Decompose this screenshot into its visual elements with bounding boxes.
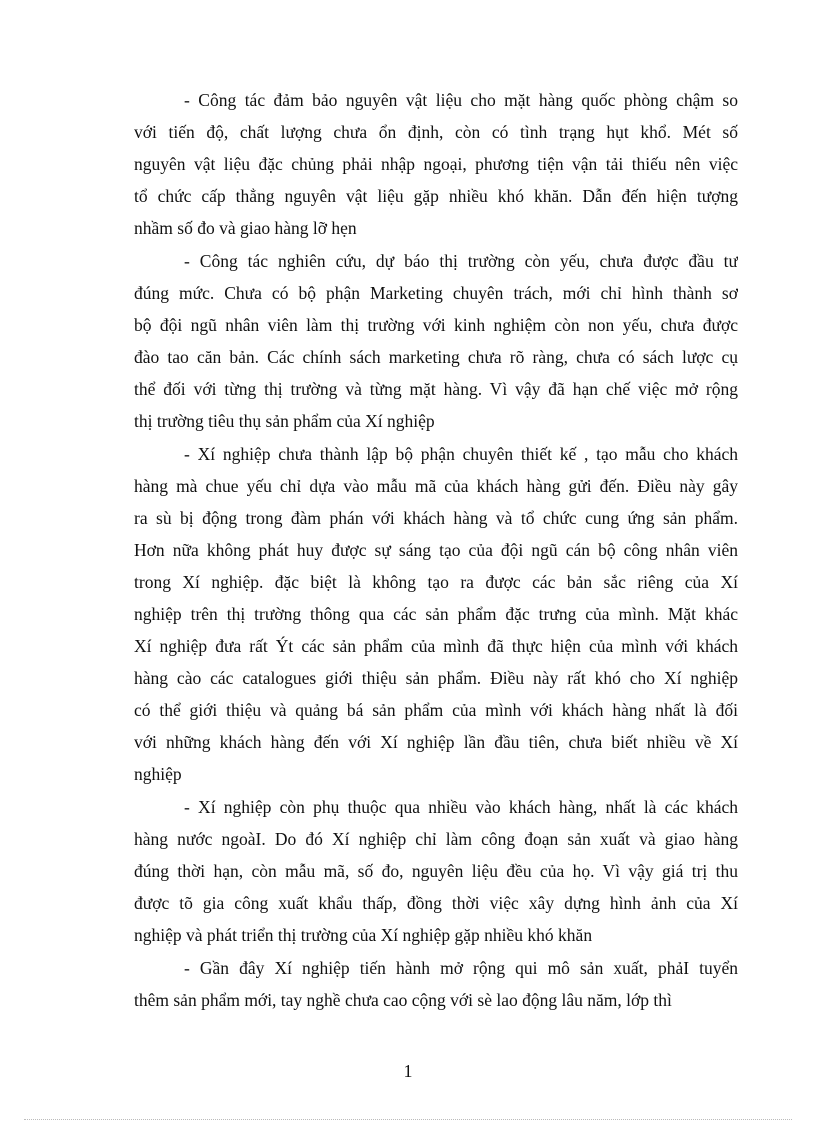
- paragraph-line: nghiệp và phát triển thị trường của Xí nghiệp gặp nhiều khó khăn: [134, 925, 593, 945]
- document-body: [134, 84, 738, 1017]
- paragraph-line: tổ chức cấp thẳng nguyên vật liệu gặp nhiều khó khăn. Dẫn đến hiện tượng: [134, 186, 738, 206]
- paragraph: [134, 952, 738, 1016]
- paragraph-line: - Gần đây Xí nghiệp tiến hành mở rộng qui mô sản xuất, phảI tuyển: [184, 958, 738, 978]
- paragraph-line: nguyên vật liệu đặc chủng phải nhập ngoại, phương tiện vận tải thiếu nên việc: [134, 154, 738, 174]
- paragraph-line: nghiệp trên thị trường thông qua các sản phẩm đặc trưng của mình. Mặt khác: [134, 604, 738, 624]
- page-bottom-divider: [24, 1119, 792, 1120]
- paragraph-line: Xí nghiệp đưa rất Ýt các sản phẩm của mình đã thực hiện của mình với khách: [134, 636, 738, 656]
- paragraph-line: thêm sản phẩm mới, tay nghề chưa cao cộng với sè lao động lâu năm, lớp thì: [134, 990, 672, 1010]
- paragraph-line: ra sù bị động trong đàm phán với khách hàng và tổ chức cung ứng sản phẩm.: [134, 508, 738, 528]
- paragraph-line: thị trường tiêu thụ sản phẩm của Xí nghiệp: [134, 411, 435, 431]
- page-number: 1: [403, 1061, 413, 1081]
- paragraph-line: hàng mà chue yếu chỉ dựa vào mẫu mã của khách hàng gửi đến. Điều này gây: [134, 476, 738, 496]
- paragraph-line: nhầm số đo và giao hàng lỡ hẹn: [134, 218, 357, 238]
- paragraph: [134, 438, 738, 790]
- paragraph-line: hàng nước ngoàI. Do đó Xí nghiệp chỉ làm công đoạn sản xuất và giao hàng: [134, 829, 738, 849]
- paragraph-line: - Xí nghiệp chưa thành lập bộ phận chuyên thiết kế , tạo mẫu cho khách: [184, 444, 738, 464]
- paragraph-line: đúng mức. Chưa có bộ phận Marketing chuyên trách, mới chỉ hình thành sơ: [134, 283, 738, 303]
- paragraph: [134, 791, 738, 951]
- paragraph: [134, 84, 738, 244]
- paragraph-line: Hơn nữa không phát huy được sự sáng tạo của đội ngũ cán bộ công nhân viên: [134, 540, 738, 560]
- paragraph-line: với tiến độ, chất lượng chưa ổn định, còn có tình trạng hụt khổ. Mét số: [134, 122, 738, 142]
- paragraph-line: trong Xí nghiệp. đặc biệt là không tạo ra được các bản sắc riêng của Xí: [134, 572, 738, 592]
- paragraph-line: với những khách hàng đến với Xí nghiệp lần đầu tiên, chưa biết nhiều về Xí: [134, 732, 738, 752]
- paragraph-line: đào tao căn bản. Các chính sách marketing chưa rõ ràng, chưa có sách lược cụ: [134, 347, 738, 367]
- paragraph: [134, 245, 738, 437]
- paragraph-line: đúng thời hạn, còn mẫu mã, số đo, nguyên liệu đều của họ. Vì vậy giá trị thu: [134, 861, 738, 881]
- paragraph-line: hàng cào các catalogues giới thiệu sản phẩm. Điều này rất khó cho Xí nghiệp: [134, 668, 738, 688]
- paragraph-line: - Công tác đảm bảo nguyên vật liệu cho mặt hàng quốc phòng chậm so: [184, 90, 738, 110]
- paragraph-line: - Công tác nghiên cứu, dự báo thị trường còn yếu, chưa được đầu tư: [184, 251, 738, 271]
- paragraph-line: nghiệp: [134, 764, 182, 784]
- paragraph-line: bộ đội ngũ nhân viên làm thị trường với kinh nghiệm còn non yếu, chưa được: [134, 315, 738, 335]
- paragraph-line: được tõ gia công xuất khẩu thấp, đồng thời việc xây dựng hình ảnh của Xí: [134, 893, 738, 913]
- paragraph-line: có thể giới thiệu và quảng bá sản phẩm của mình với khách hàng nhất là đối: [134, 700, 738, 720]
- paragraph-line: thể đối với từng thị trường và từng mặt hàng. Vì vậy đã hạn chế việc mở rộng: [134, 379, 738, 399]
- paragraph-line: - Xí nghiệp còn phụ thuộc qua nhiều vào khách hàng, nhất là các khách: [184, 797, 738, 817]
